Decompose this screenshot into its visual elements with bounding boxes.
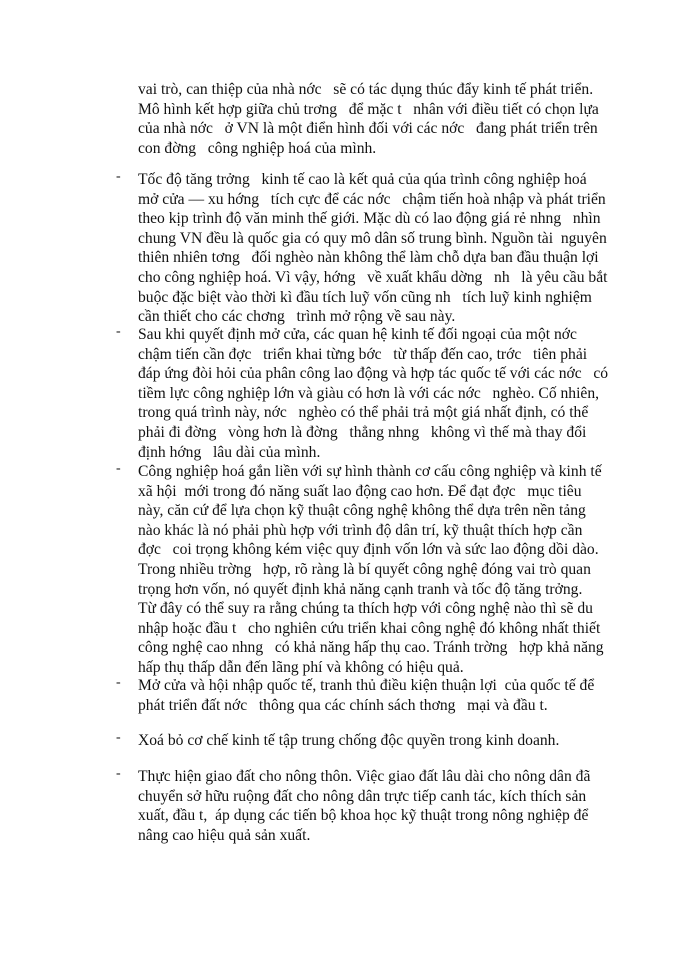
- bullet-dash: -: [116, 461, 121, 476]
- text-line: phát triển đất nớc thông qua các chính sách thơng mại và đầu t.: [138, 696, 548, 714]
- text-line: nào khác là nó phải phù hợp với trình độ dân trí, kỹ thuật thích hợp cần: [138, 521, 583, 539]
- text-line: con đờng công nghiệp hoá của mình.: [138, 139, 377, 157]
- text-line: xã hội mới trong đó năng suất lao động cao hơn. Để đạt đợc mục tiêu: [138, 482, 582, 500]
- bullet-text: [138, 676, 644, 715]
- text-line: đợc coi trọng không kém việc quy định vốn lớn và sức lao động dồi dào.: [138, 541, 599, 559]
- bullet-text: [138, 767, 644, 845]
- text-line: chậm tiến cần đợc triển khai từng bớc từ thấp đến cao, trớc tiên phải: [138, 345, 588, 363]
- text-line: Xoá bỏ cơ chế kinh tế tập trung chống độc quyền trong kinh doanh.: [138, 732, 560, 749]
- text-line: tiềm lực công nghiệp lớn và giàu có hơn là với các nớc nghèo. Cố nhiên,: [138, 384, 600, 402]
- text-line: Từ đây có thể suy ra rằng chúng ta thích hợp với công nghệ nào thì sẽ du: [138, 600, 593, 618]
- text-line: đáp ứng đòi hỏi của phân công lao động và hợp tác quốc tế với các nớc có: [138, 365, 609, 383]
- bullet-dash: -: [116, 169, 121, 184]
- text-line: Trong nhiều trờng hợp, rõ ràng là bí quyết công nghệ đóng vai trò quan: [138, 560, 591, 578]
- text-line: cho công nghiệp hoá. Vì vậy, hớng về xuất khẩu dờng nh là yêu cầu bắt: [138, 268, 608, 286]
- text-line: buộc đặc biệt vào thời kì đầu tích luỹ vốn cũng nh tích luỹ kinh nghiệm: [138, 288, 592, 306]
- text-line: này, căn cứ để lựa chọn kỹ thuật công nghệ không thể dựa trên nền tảng: [138, 502, 586, 520]
- bullet-text: [138, 325, 644, 462]
- bullet-dash: -: [116, 766, 121, 781]
- text-line: Công nghiệp hoá gắn liền với sự hình thành cơ cấu công nghiệp và kinh tế: [138, 463, 602, 480]
- bullet-text: [138, 170, 644, 327]
- text-line: hấp thụ thấp dẫn đến lãng phí và không có hiệu quả.: [138, 658, 464, 676]
- text-line: xuất, đầu t, áp dụng các tiến bộ khoa học kỹ thuật trong nông nghiệp để: [138, 807, 589, 825]
- text-line: công nghệ cao nhng có khả năng hấp thụ cao. Tránh trờng hợp khả năng: [138, 639, 604, 657]
- bullet-paragraph-industrialization: [116, 462, 646, 678]
- text-line: định hớng lâu dài của mình.: [138, 443, 321, 461]
- text-line: nhập hoặc đầu t cho nghiên cứu triển khai công nghệ đó không nhất thiết: [138, 619, 601, 637]
- text-line: thiên nhiên tơng đối nghèo nàn không thể làm chỗ dựa ban đầu thuận lợi: [138, 249, 599, 267]
- text-line: của nhà nớc ở VN là một điển hình đối với các nớc đang phát triển trên: [138, 120, 598, 138]
- text-line: trọng hơn vốn, nó quyết định khả năng cạnh tranh và tốc độ tăng trởng.: [138, 580, 583, 598]
- text-line: cần thiết cho các chơng trình mở rộng về sau này.: [138, 308, 456, 326]
- text-line: Mô hình kết hợp giữa chủ trơng để mặc t nhân với điều tiết có chọn lựa: [138, 100, 599, 118]
- text-line: phải đi đờng vòng hơn là đờng thẳng nhng không vì thế mà thay đổi: [138, 423, 587, 441]
- bullet-dash: -: [116, 675, 121, 690]
- text-line: Tốc độ tăng trởng kinh tế cao là kết quả của qúa trình công nghiệp hoá: [138, 171, 587, 188]
- bullet-paragraph-growth: [116, 170, 646, 327]
- bullet-text: [138, 731, 644, 751]
- text-line: Thực hiện giao đất cho nông thôn. Việc giao đất lâu dài cho nông dân đã: [138, 768, 591, 785]
- bullet-dash: -: [116, 730, 121, 745]
- text-line: Mở cửa và hội nhập quốc tế, tranh thủ điều kiện thuận lợi của quốc tế để: [138, 677, 595, 694]
- text-line: trong quá trình này, nớc nghèo có thể phải trả một giá nhất định, có thể: [138, 404, 589, 422]
- text-line: mở cửa — xu hớng tích cực để các nớc chậm tiến hoà nhập và phát triển: [138, 190, 606, 208]
- text-line: theo kịp trình độ văn minh thế giới. Mặc dù có lao động giá rẻ nhng nhìn: [138, 210, 601, 228]
- text-line: chuyển sở hữu ruộng đất cho nông dân trực tiếp canh tác, kích thích sản: [138, 787, 587, 805]
- bullet-paragraph-land: [116, 767, 646, 845]
- intro-paragraph: [138, 80, 638, 158]
- bullet-paragraph-integration: [116, 676, 646, 715]
- text-line: vai trò, can thiệp của nhà nớc sẽ có tác dụng thúc đẩy kinh tế phát triển.: [138, 81, 594, 98]
- text-line: chung VN đều là quốc gia có quy mô dân số trung bình. Nguồn tài nguyên: [138, 229, 607, 247]
- text-line: Sau khi quyết định mở cửa, các quan hệ kinh tế đối ngoại của một nớc: [138, 326, 577, 343]
- bullet-paragraph-foreign-relations: [116, 325, 646, 462]
- bullet-paragraph-anti-monopoly: [116, 731, 646, 751]
- text-line: nâng cao hiệu quả sản xuất.: [138, 826, 311, 844]
- bullet-text: [138, 462, 644, 678]
- bullet-dash: -: [116, 324, 121, 339]
